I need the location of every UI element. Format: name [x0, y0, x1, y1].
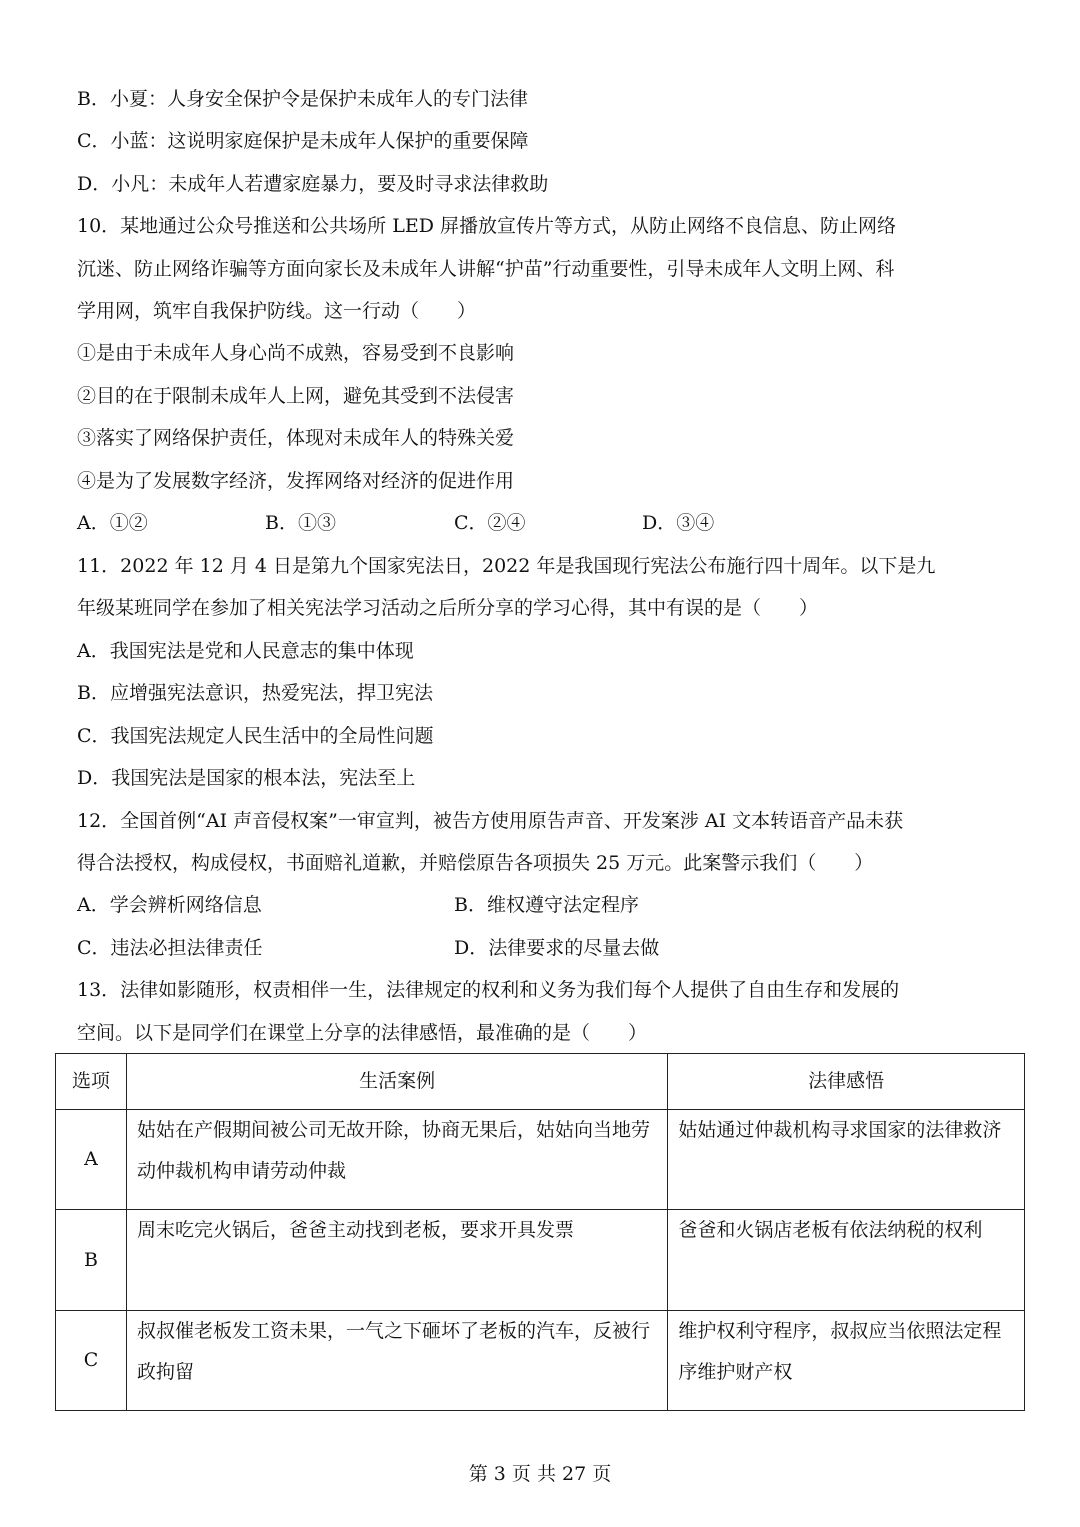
q12-stem-line-2: 得合法授权，构成侵权，书面赔礼道歉，并赔偿原告各项损失 25 万元。此案警示我们（ ） [77, 852, 874, 874]
table-header-row [56, 1054, 1025, 1110]
q10-option-c: C．②④ [454, 512, 526, 534]
table-row [56, 1210, 1025, 1311]
q10-statement-3: ③落实了网络保护责任，体现对未成年人的特殊关爱 [77, 427, 515, 449]
table-row-case: 姑姑在产假期间被公司无故开除，协商无果后，姑姑向当地劳动仲裁机构申请劳动仲裁 [126, 1110, 667, 1210]
table-row [56, 1311, 1025, 1411]
table-row-label: C [56, 1311, 127, 1411]
q11-stem-line-1: 11．2022 年 12 月 4 日是第九个国家宪法日，2022 年是我国现行宪法公布施行四十周年。以下是九 [77, 555, 936, 577]
table-header-insight: 法律感悟 [668, 1054, 1025, 1110]
q12-option-b: B．维权遵守法定程序 [454, 894, 639, 916]
table-row-label: A [56, 1110, 127, 1210]
q12-options-row-2 [77, 936, 1037, 960]
q12-option-c: C．违法必担法律责任 [77, 937, 263, 959]
table-header-option: 选项 [56, 1054, 127, 1110]
q11-option-b: B．应增强宪法意识，热爱宪法，捍卫宪法 [77, 682, 433, 704]
table-row-label: B [56, 1210, 127, 1311]
q12-stem-line-1: 12．全国首例“AI 声音侵权案”一审宣判，被告方使用原告声音、开发案涉 AI 文本转语音产品未获 [77, 810, 904, 832]
q10-statement-1: ①是由于未成年人身心尚不成熟，容易受到不良影响 [77, 342, 515, 364]
q10-options [77, 511, 1037, 535]
q13-stem-line-1: 13．法律如影随形，权责相伴一生，法律规定的权利和义务为我们每个人提供了自由生存和发展的 [77, 979, 900, 1001]
q10-statement-4: ④是为了发展数字经济，发挥网络对经济的促进作用 [77, 470, 515, 492]
table-row-insight: 维护权利守程序，叔叔应当依照法定程序维护财产权 [668, 1311, 1025, 1411]
q10-option-b: B．①③ [265, 512, 336, 534]
q12-option-a: A．学会辨析网络信息 [77, 894, 262, 916]
q9-option-b: B．小夏：人身安全保护令是保护未成年人的专门法律 [77, 88, 528, 110]
q10-option-d: D．③④ [642, 512, 715, 534]
q11-stem-line-2: 年级某班同学在参加了相关宪法学习活动之后所分享的学习心得，其中有误的是（ ） [77, 597, 819, 619]
table-row [56, 1110, 1025, 1210]
table-row-insight: 爸爸和火锅店老板有依法纳税的权利 [668, 1210, 1025, 1311]
q12-option-d: D．法律要求的尽量去做 [454, 937, 660, 959]
table-row-insight: 姑姑通过仲裁机构寻求国家的法律救济 [668, 1110, 1025, 1210]
page-footer: 第 3 页 共 27 页 [468, 1463, 612, 1485]
q11-option-c: C．我国宪法规定人民生活中的全局性问题 [77, 725, 434, 747]
q9-option-d: D．小凡：未成年人若遭家庭暴力，要及时寻求法律救助 [77, 173, 549, 195]
q10-stem-line-2: 沉迷、防止网络诈骗等方面向家长及未成年人讲解“护苗”行动重要性，引导未成年人文明上网、科 [77, 258, 895, 280]
table-row-case: 叔叔催老板发工资未果，一气之下砸坏了老板的汽车，反被行政拘留 [126, 1311, 667, 1411]
q12-options-row-1 [77, 893, 1037, 917]
q10-stem-line-1: 10．某地通过公众号推送和公共场所 LED 屏播放宣传片等方式，从防止网络不良信息、防止网络 [77, 215, 896, 237]
q10-statement-2: ②目的在于限制未成年人上网，避免其受到不法侵害 [77, 385, 515, 407]
table-header-case: 生活案例 [126, 1054, 667, 1110]
table-row-case: 周末吃完火锅后，爸爸主动找到老板，要求开具发票 [126, 1210, 667, 1311]
q11-option-d: D．我国宪法是国家的根本法，宪法至上 [77, 767, 416, 789]
q13-table [55, 1053, 1025, 1411]
q9-option-c: C．小蓝：这说明家庭保护是未成年人保护的重要保障 [77, 130, 529, 152]
q10-stem-line-3: 学用网，筑牢自我保护防线。这一行动（ ） [77, 300, 477, 322]
q13-stem-line-2: 空间。以下是同学们在课堂上分享的法律感悟，最准确的是（ ） [77, 1022, 648, 1044]
q11-option-a: A．我国宪法是党和人民意志的集中体现 [77, 640, 414, 662]
q10-option-a: A．①② [77, 512, 148, 534]
